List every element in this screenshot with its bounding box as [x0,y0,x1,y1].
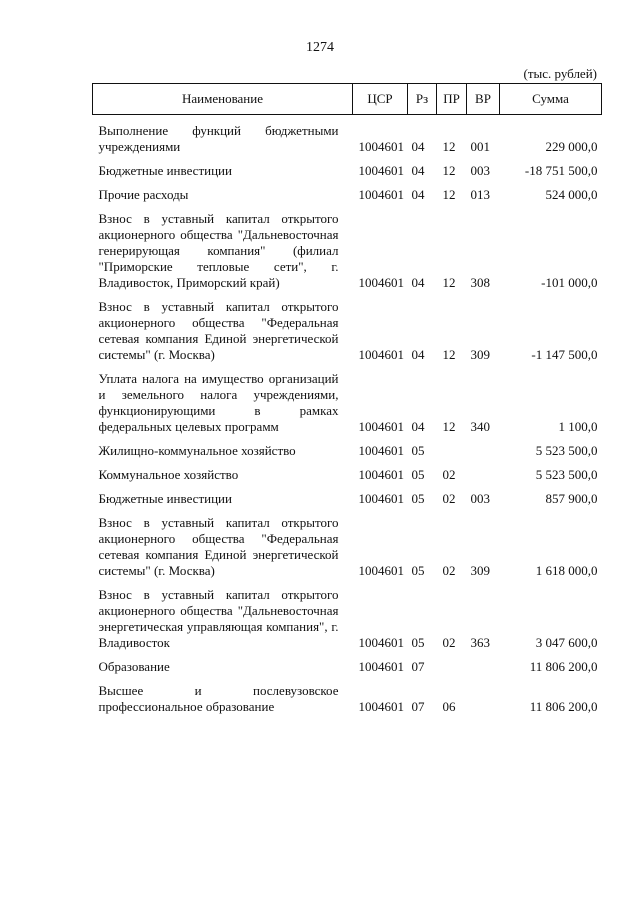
table-row [93,187,602,211]
cell-vr [467,659,500,683]
cell-name: Выполнение функций бюджетными учреждениями [98,123,339,154]
cell-sum: 1 100,0 [558,419,598,434]
table-row [93,659,602,683]
table-row [93,587,602,659]
table-row [93,683,602,723]
cell-name: Взнос в уставный капитал открытого акционерного общества "Дальневосточная генерирующая компания" (филиал "Приморские тепловые сети", г. Владивосток, Приморский край) [98,211,339,290]
cell-sum: -1 147 500,0 [531,347,598,362]
cell-pr: 12 [442,139,456,154]
cell-csr: 1004601 [358,163,404,178]
cell-pr: 12 [442,187,456,202]
cell-name: Прочие расходы [98,187,189,202]
table-row [93,211,602,299]
table-row [93,371,602,443]
table-row [93,491,602,515]
cell-csr: 1004601 [358,419,404,434]
cell-vr: 001 [470,139,490,154]
cell-vr: 013 [470,187,490,202]
cell-sum: 5 523 500,0 [535,443,598,458]
cell-rz: 04 [411,163,425,178]
cell-sum: 857 900,0 [545,491,598,506]
cell-sum: 11 806 200,0 [529,659,598,674]
cell-csr: 1004601 [358,659,404,674]
cell-pr: 12 [442,347,456,362]
cell-pr: 02 [442,563,456,578]
cell-pr: 02 [442,491,456,506]
table-row [93,515,602,587]
cell-name: Взнос в уставный капитал открытого акционерного общества "Дальневосточная энергетическая управляющая компания", г. Владивосток [98,587,339,650]
cell-vr: 363 [470,635,490,650]
cell-vr [467,683,500,723]
cell-vr: 003 [470,163,490,178]
cell-vr: 309 [470,563,490,578]
cell-csr: 1004601 [358,467,404,482]
cell-csr: 1004601 [358,187,404,202]
cell-pr: 12 [442,419,456,434]
cell-csr: 1004601 [358,347,404,362]
cell-rz: 05 [411,635,425,650]
cell-sum: 3 047 600,0 [535,635,598,650]
header-sum: Сумма [500,84,602,115]
table-row [93,299,602,371]
cell-pr: 02 [442,467,456,482]
cell-name: Бюджетные инвестиции [98,491,232,506]
cell-sum: -101 000,0 [541,275,598,290]
header-vr: ВР [467,84,500,115]
cell-sum: -18 751 500,0 [524,163,598,178]
cell-csr: 1004601 [358,563,404,578]
cell-pr: 02 [442,635,456,650]
cell-pr: 12 [442,275,456,290]
cell-vr: 308 [470,275,490,290]
cell-csr: 1004601 [358,139,404,154]
cell-vr: 340 [470,419,490,434]
cell-pr: 12 [442,163,456,178]
cell-rz: 05 [411,443,425,458]
cell-csr: 1004601 [358,443,404,458]
cell-vr [467,467,500,491]
cell-csr: 1004601 [358,491,404,506]
cell-rz: 05 [411,491,425,506]
cell-sum: 229 000,0 [545,139,598,154]
cell-rz: 04 [411,419,425,434]
table-header [93,84,602,115]
cell-rz: 07 [411,699,425,714]
cell-rz: 05 [411,563,425,578]
cell-sum: 5 523 500,0 [535,467,598,482]
cell-name: Коммунальное хозяйство [98,467,239,482]
cell-pr: 06 [442,699,456,714]
cell-rz: 05 [411,467,425,482]
cell-rz: 04 [411,347,425,362]
table-row [93,163,602,187]
cell-name: Образование [98,659,170,674]
cell-vr: 003 [470,491,490,506]
header-csr: ЦСР [353,84,408,115]
cell-rz: 04 [411,139,425,154]
cell-sum: 524 000,0 [545,187,598,202]
header-rz: Рз [408,84,437,115]
header-pr: ПР [437,84,467,115]
table-row [93,123,602,163]
cell-name: Взнос в уставный капитал открытого акционерного общества "Федеральная сетевая компания Единой энергетической системы" (г. Москва) [98,515,339,578]
units-label: (тыс. рублей) [523,66,597,81]
cell-sum: 1 618 000,0 [535,563,598,578]
cell-name: Жилищно-коммунальное хозяйство [98,443,296,458]
page-number: 1274 [306,40,334,55]
cell-csr: 1004601 [358,275,404,290]
table-body [93,115,602,724]
cell-pr [437,443,467,467]
cell-name: Уплата налога на имущество организаций и земельного налога учреждениями, функционирующими в рамках федеральных целевых программ [98,371,339,434]
cell-rz: 07 [411,659,425,674]
cell-rz: 04 [411,275,425,290]
cell-sum: 11 806 200,0 [529,699,598,714]
cell-rz: 04 [411,187,425,202]
budget-table [92,83,602,723]
cell-pr [437,659,467,683]
cell-vr [467,443,500,467]
cell-name: Бюджетные инвестиции [98,163,232,178]
cell-csr: 1004601 [358,635,404,650]
cell-name: Высшее и послевузовское профессиональное образование [98,683,339,714]
cell-vr: 309 [470,347,490,362]
table-row [93,467,602,491]
cell-csr: 1004601 [358,699,404,714]
table-row [93,443,602,467]
header-name: Наименование [93,84,353,115]
cell-name: Взнос в уставный капитал открытого акционерного общества "Федеральная сетевая компания Единой энергетической системы" (г. Москва) [98,299,339,362]
